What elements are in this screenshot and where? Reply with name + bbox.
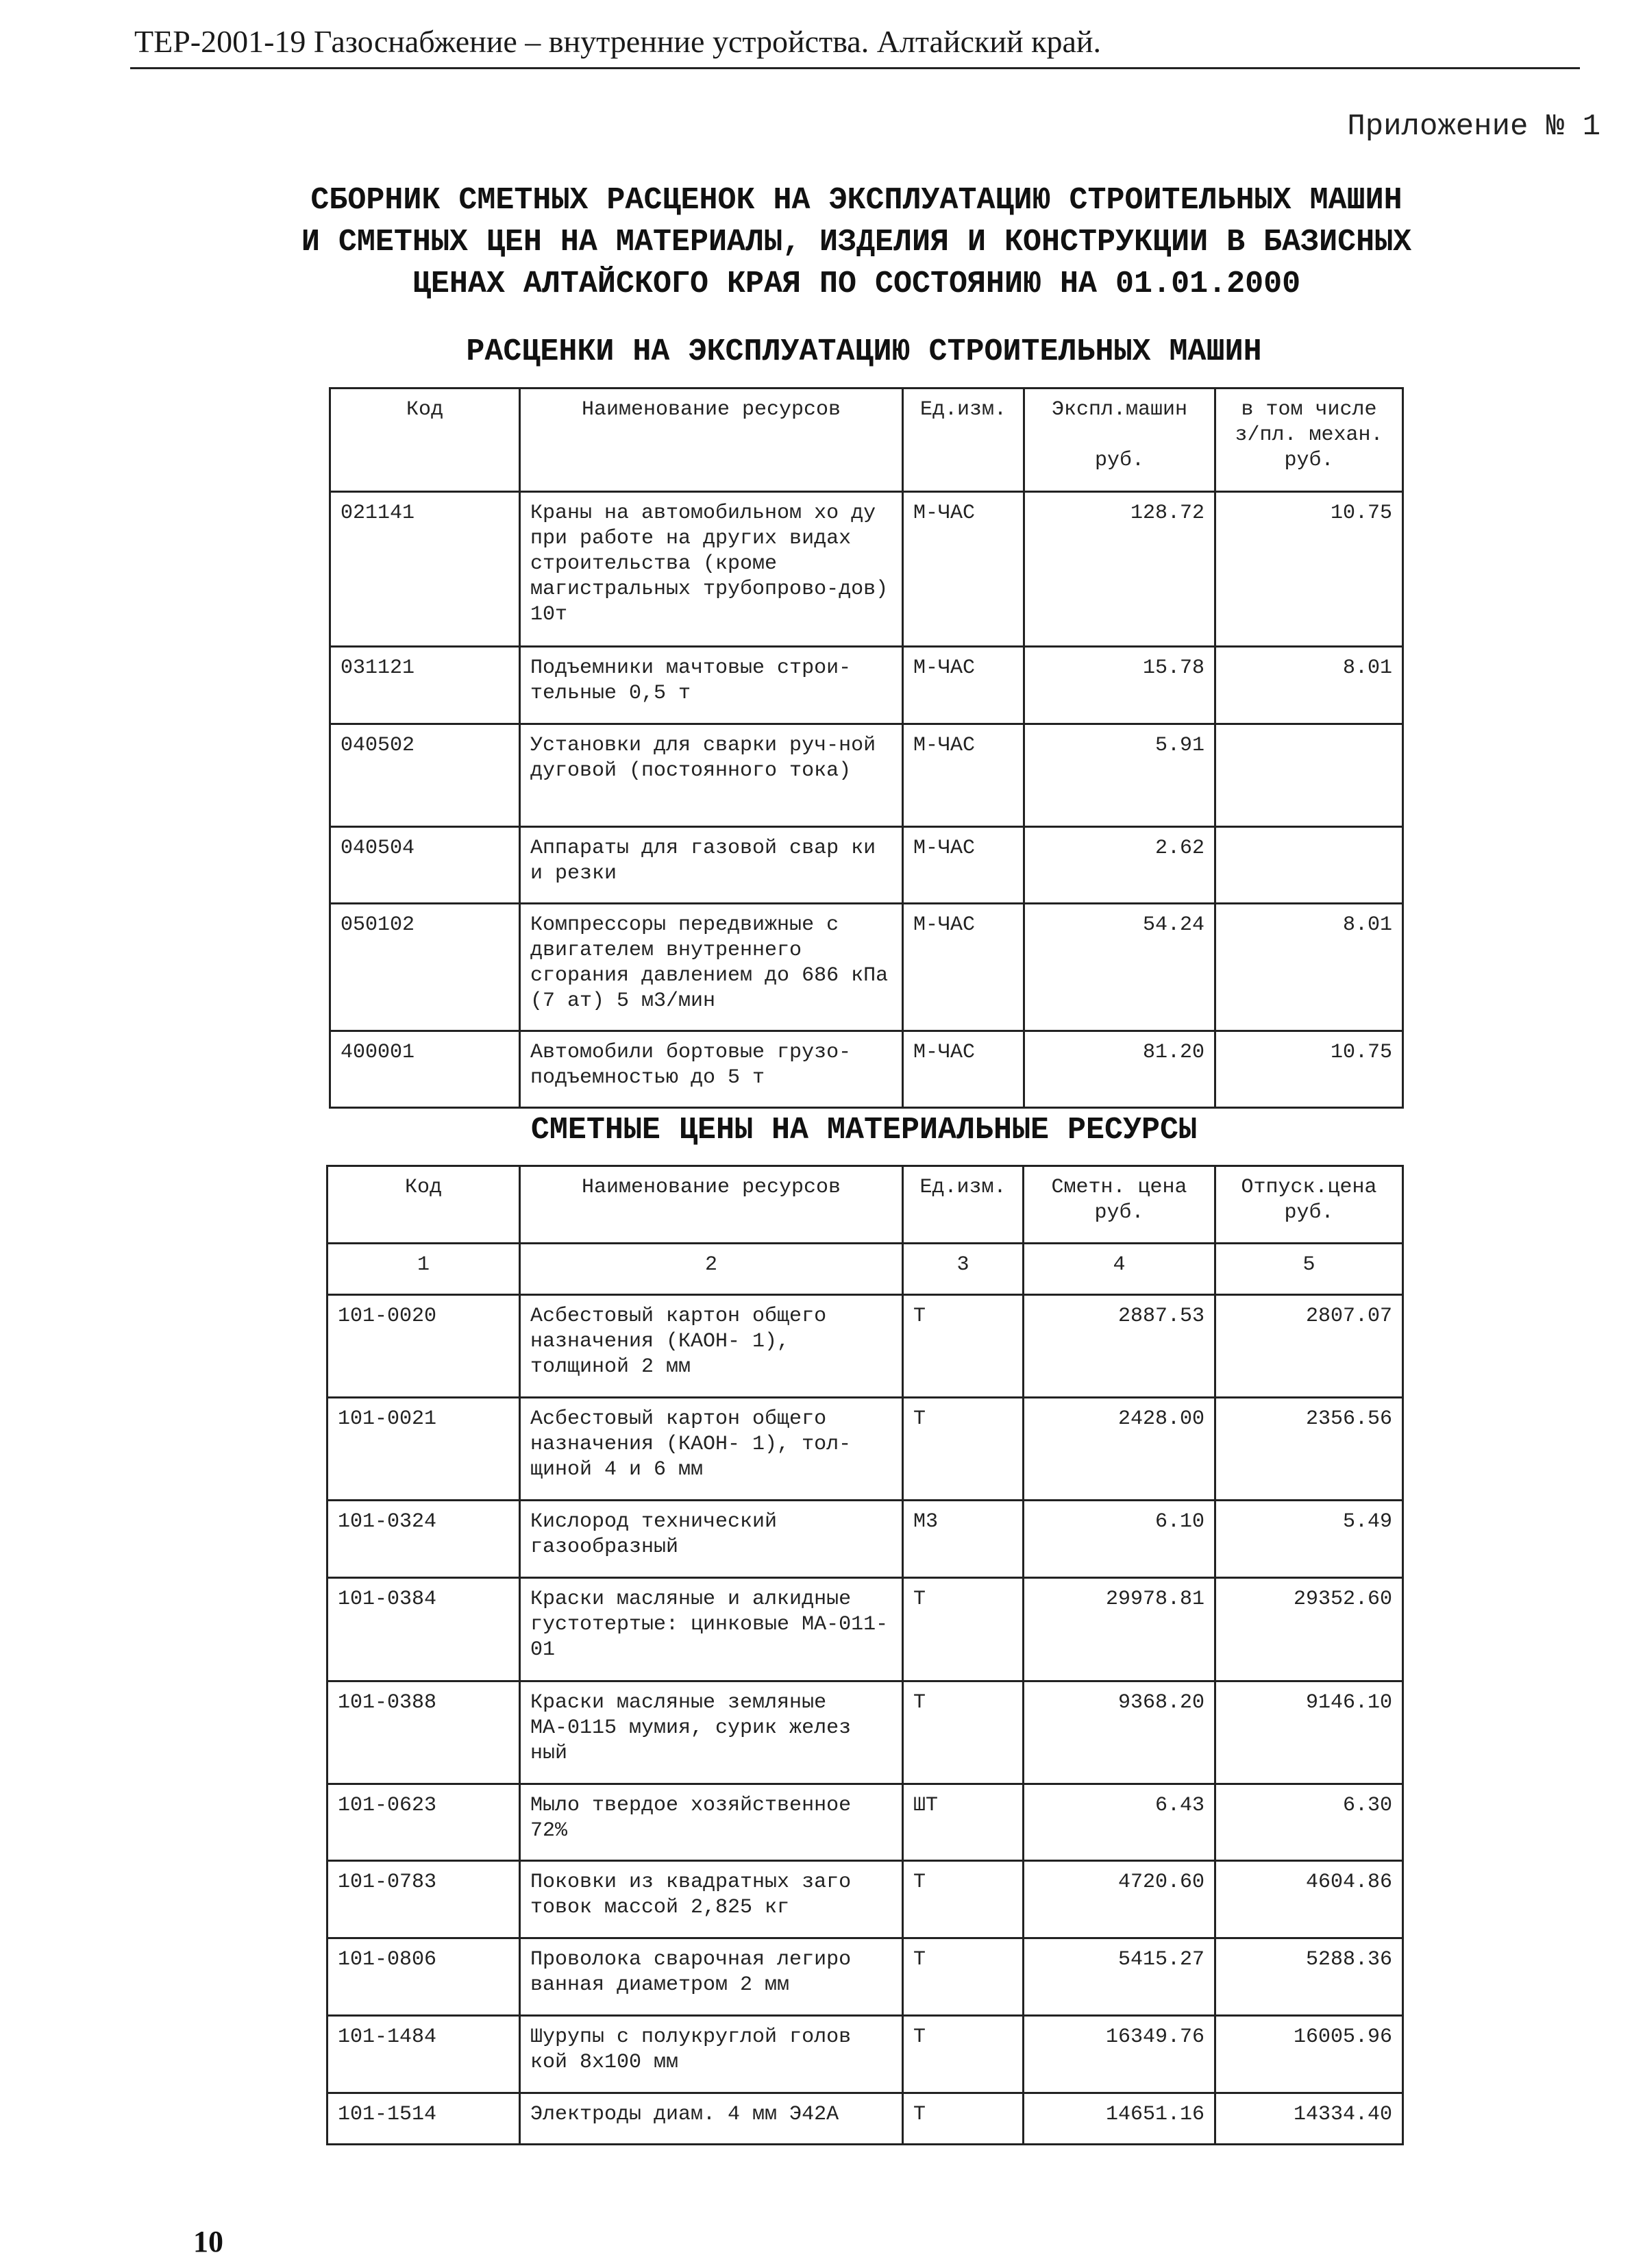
resource-name: Асбестовый картон общего назначения (КАОН- 1), тол-щиной 4 и 6 мм	[520, 1398, 903, 1501]
resource-unit: Т	[903, 1938, 1024, 2016]
resource-unit: Т	[903, 1681, 1024, 1784]
column-number-row	[327, 1244, 1403, 1295]
header-rule	[130, 67, 1580, 69]
resource-code: 021141	[330, 492, 520, 647]
release-price: 6.30	[1215, 1784, 1403, 1861]
resource-unit: Т	[903, 1295, 1024, 1398]
column-header-estimate-price	[1024, 1166, 1215, 1244]
estimate-price: 5415.27	[1024, 1938, 1215, 2016]
table-row	[327, 2016, 1403, 2093]
resource-unit: ШТ	[903, 1784, 1024, 1861]
estimate-price: 9368.20	[1024, 1681, 1215, 1784]
column-number: 1	[327, 1244, 520, 1295]
table-row	[330, 1031, 1403, 1108]
resource-name: Краски масляные земляные МА-0115 мумия, сурик желез ный	[520, 1681, 903, 1784]
resource-unit: М-ЧАС	[903, 904, 1024, 1031]
machine-cost: 81.20	[1024, 1031, 1215, 1108]
resource-unit: М-ЧАС	[903, 724, 1024, 827]
release-price: 16005.96	[1215, 2016, 1403, 2093]
appendix-label: Приложение № 1	[1347, 110, 1600, 144]
resource-unit: Т	[903, 1578, 1024, 1681]
resource-code: 101-0021	[327, 1398, 520, 1501]
resource-name: Компрессоры передвижные с двигателем внутреннего сгорания давлением до 686 кПа (7 ат) 5 м3/мин	[520, 904, 903, 1031]
resource-code: 101-1514	[327, 2093, 520, 2145]
estimate-price: 6.43	[1024, 1784, 1215, 1861]
table-row	[327, 1295, 1403, 1398]
column-number: 3	[903, 1244, 1024, 1295]
resource-name: Поковки из квадратных заго товок массой 2,825 кг	[520, 1861, 903, 1938]
resource-code: 101-0806	[327, 1938, 520, 2016]
resource-name: Электроды диам. 4 мм Э42А	[520, 2093, 903, 2145]
resource-code: 101-0388	[327, 1681, 520, 1784]
estimate-price: 4720.60	[1024, 1861, 1215, 1938]
resource-unit: М-ЧАС	[903, 647, 1024, 724]
resource-code: 050102	[330, 904, 520, 1031]
resource-name: Автомобили бортовые грузо-подъемностью до 5 т	[520, 1031, 903, 1108]
operator-wage: 8.01	[1215, 647, 1403, 724]
table-row	[327, 1501, 1403, 1578]
column-header-name: Наименование ресурсов	[520, 389, 903, 492]
release-price: 29352.60	[1215, 1578, 1403, 1681]
column-header-release-price	[1215, 1166, 1403, 1244]
release-price: 5288.36	[1215, 1938, 1403, 2016]
resource-code: 040504	[330, 827, 520, 904]
operator-wage: 8.01	[1215, 904, 1403, 1031]
estimate-price: 16349.76	[1024, 2016, 1215, 2093]
machine-cost: 128.72	[1024, 492, 1215, 647]
column-header-operator-wage	[1215, 389, 1403, 492]
column-header-line: руб.	[1094, 449, 1144, 472]
resource-unit: М-ЧАС	[903, 492, 1024, 647]
machine-cost: 54.24	[1024, 904, 1215, 1031]
resource-code: 101-0324	[327, 1501, 520, 1578]
resource-unit: М-ЧАС	[903, 1031, 1024, 1108]
resource-name: Краны на автомобильном хо ду при работе на других видах строительства (кроме магистральных трубопрово-дов) 10т	[520, 492, 903, 647]
column-header-code: Код	[327, 1166, 520, 1244]
running-header: ТЕР-2001-19 Газоснабжение – внутренние устройства. Алтайский край.	[134, 24, 1101, 59]
machines-section-title: РАСЦЕНКИ НА ЭКСПЛУАТАЦИЮ СТРОИТЕЛЬНЫХ МАШИН	[466, 334, 1262, 369]
table-row	[330, 827, 1403, 904]
main-title-line: СБОРНИК СМЕТНЫХ РАСЦЕНОК НА ЭКСПЛУАТАЦИЮ СТРОИТЕЛЬНЫХ МАШИН	[310, 183, 1402, 218]
column-header-name: Наименование ресурсов	[520, 1166, 903, 1244]
resource-code: 101-0623	[327, 1784, 520, 1861]
machine-cost: 15.78	[1024, 647, 1215, 724]
table-row	[330, 904, 1403, 1031]
operator-wage	[1215, 724, 1403, 827]
resource-name: Проволока сварочная легиро ванная диаметром 2 мм	[520, 1938, 903, 2016]
main-title-line: И СМЕТНЫХ ЦЕН НА МАТЕРИАЛЫ, ИЗДЕЛИЯ И КОНСТРУКЦИИ В БАЗИСНЫХ	[301, 225, 1412, 260]
column-header-unit: Ед.изм.	[903, 389, 1024, 492]
resource-code: 101-0020	[327, 1295, 520, 1398]
resource-name: Мыло твердое хозяйственное 72%	[520, 1784, 903, 1861]
page-number: 10	[193, 2225, 223, 2258]
resource-code: 101-1484	[327, 2016, 520, 2093]
table-header-row	[330, 389, 1403, 492]
machine-cost: 5.91	[1024, 724, 1215, 827]
operator-wage: 10.75	[1215, 492, 1403, 647]
release-price: 4604.86	[1215, 1861, 1403, 1938]
table-row	[327, 1784, 1403, 1861]
resource-name: Шурупы с полукруглой голов кой 8х100 мм	[520, 2016, 903, 2093]
resource-name: Подъемники мачтовые строи-тельные 0,5 т	[520, 647, 903, 724]
operator-wage	[1215, 827, 1403, 904]
column-header-line: Сметн. цена	[1051, 1176, 1187, 1199]
estimate-price: 14651.16	[1024, 2093, 1215, 2145]
estimate-price: 2428.00	[1024, 1398, 1215, 1501]
release-price: 9146.10	[1215, 1681, 1403, 1784]
table-header-row	[327, 1166, 1403, 1244]
column-number: 5	[1215, 1244, 1403, 1295]
table-row	[330, 492, 1403, 647]
release-price: 5.49	[1215, 1501, 1403, 1578]
machine-cost: 2.62	[1024, 827, 1215, 904]
column-header-line: руб.	[1284, 1201, 1334, 1224]
materials-table	[326, 1165, 1404, 2145]
resource-code: 400001	[330, 1031, 520, 1108]
column-header-line: в том числе	[1241, 398, 1377, 421]
release-price: 14334.40	[1215, 2093, 1403, 2145]
estimate-price: 6.10	[1024, 1501, 1215, 1578]
column-header-line: Отпуск.цена	[1241, 1176, 1377, 1199]
table-row	[327, 1578, 1403, 1681]
estimate-price: 2887.53	[1024, 1295, 1215, 1398]
column-header-line: руб.	[1094, 1201, 1144, 1224]
resource-unit: Т	[903, 2016, 1024, 2093]
table-row	[327, 1938, 1403, 2016]
table-row	[327, 1861, 1403, 1938]
resource-unit: Т	[903, 1398, 1024, 1501]
column-header-line: з/пл. механ.	[1235, 423, 1383, 447]
column-header-line: Экспл.машин	[1051, 398, 1188, 421]
resource-code: 031121	[330, 647, 520, 724]
operator-wage: 10.75	[1215, 1031, 1403, 1108]
table-row	[330, 724, 1403, 827]
column-header-line: руб.	[1284, 449, 1334, 472]
estimate-price: 29978.81	[1024, 1578, 1215, 1681]
column-header-unit: Ед.изм.	[903, 1166, 1024, 1244]
resource-code: 101-0783	[327, 1861, 520, 1938]
resource-name: Краски масляные и алкидные густотертые: цинковые МА-011-01	[520, 1578, 903, 1681]
resource-unit: Т	[903, 2093, 1024, 2145]
table-row	[327, 2093, 1403, 2145]
machines-table	[329, 387, 1404, 1109]
materials-section-title: СМЕТНЫЕ ЦЕНЫ НА МАТЕРИАЛЬНЫЕ РЕСУРСЫ	[530, 1113, 1198, 1148]
resource-unit: М-ЧАС	[903, 827, 1024, 904]
main-title-line: ЦЕНАХ АЛТАЙСКОГО КРАЯ ПО СОСТОЯНИЮ НА 01.01.2000	[412, 267, 1301, 301]
release-price: 2356.56	[1215, 1398, 1403, 1501]
column-header-machine-cost	[1024, 389, 1215, 492]
column-header-code: Код	[330, 389, 520, 492]
resource-unit: Т	[903, 1861, 1024, 1938]
resource-name: Кислород технический газообразный	[520, 1501, 903, 1578]
table-row	[327, 1398, 1403, 1501]
resource-code: 101-0384	[327, 1578, 520, 1681]
column-number: 2	[520, 1244, 903, 1295]
resource-name: Асбестовый картон общего назначения (КАОН- 1), толщиной 2 мм	[520, 1295, 903, 1398]
table-row	[327, 1681, 1403, 1784]
release-price: 2807.07	[1215, 1295, 1403, 1398]
resource-code: 040502	[330, 724, 520, 827]
column-number: 4	[1024, 1244, 1215, 1295]
resource-name: Установки для сварки руч-ной дуговой (постоянного тока)	[520, 724, 903, 827]
table-row	[330, 647, 1403, 724]
main-title	[158, 180, 1555, 305]
resource-name: Аппараты для газовой свар ки и резки	[520, 827, 903, 904]
resource-unit: М3	[903, 1501, 1024, 1578]
